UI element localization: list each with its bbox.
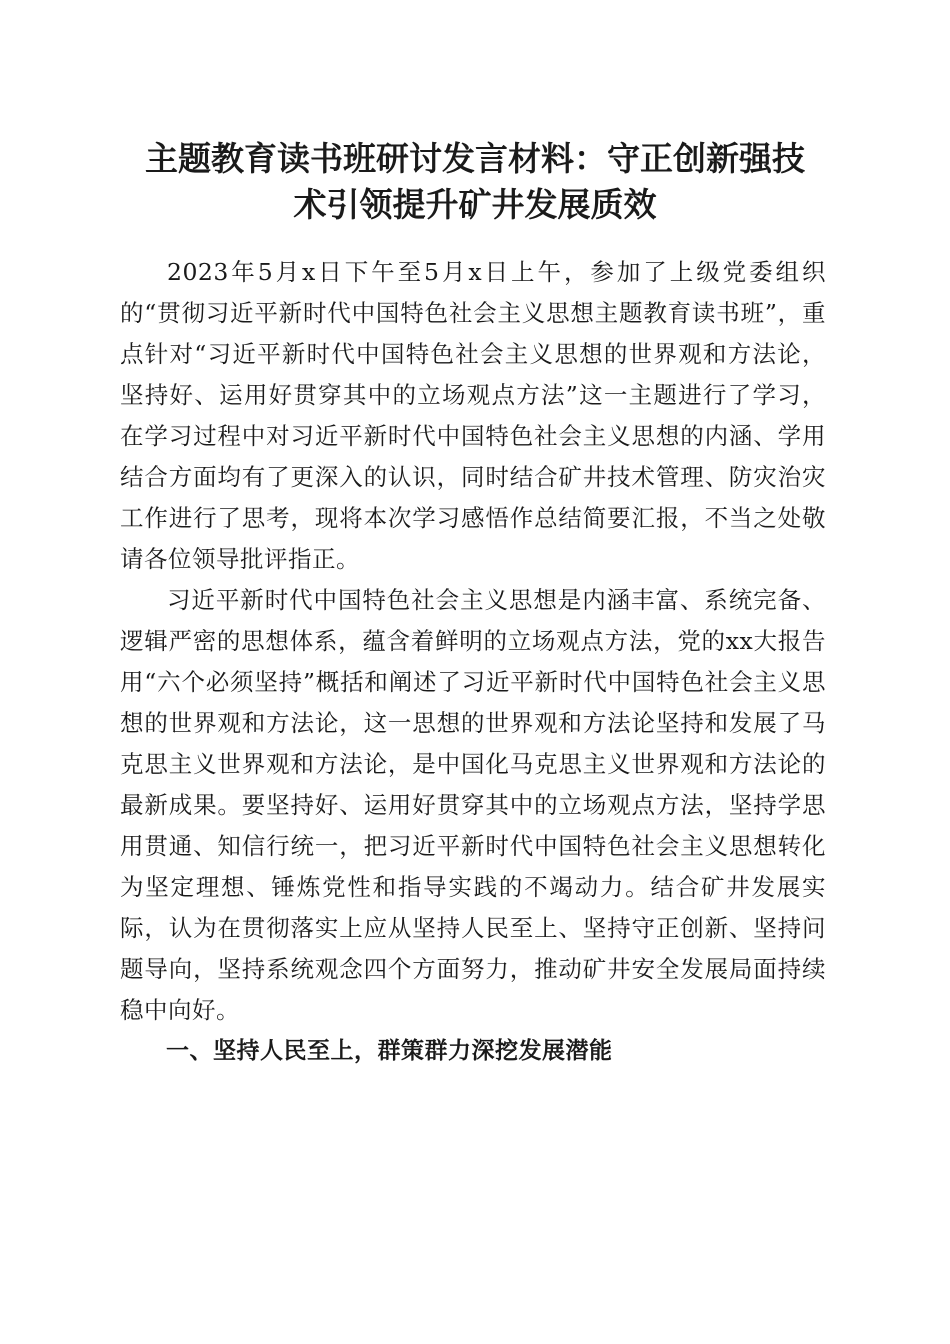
- paragraph-thought: 习近平新时代中国特色社会主义思想是内涵丰富、系统完备、逻辑严密的思想体系，蕴含着鲜明的立场观点方法，党的xx大报告用“六个必须坚持”概括和阐述了习近平新时代中国特色社会主义思想的世界观和方法论，这一思想的世界观和方法论坚持和发展了马克思主义世界观和方法论，是中国化马克思主义世界观和方法论的最新成果。要坚持好、运用好贯穿其中的立场观点方法，坚持学思用贯通、知信行统一，把习近平新时代中国特色社会主义思想转化为坚定理想、锤炼党性和指导实践的不竭动力。结合矿井发展实际，认为在贯彻落实上应从坚持人民至上、坚持守正创新、坚持问题导向，坚持系统观念四个方面努力，推动矿井安全发展局面持续稳中向好。: [120, 586, 826, 1024]
- document-body: [120, 252, 826, 1072]
- section-heading-1: 一、坚持人民至上，群策群力深挖发展潜能: [166, 1038, 613, 1064]
- title-line-2: 术引领提升矿井发展质效: [293, 185, 657, 224]
- paragraph-intro: 2023年5月x日下午至5月x日上午，参加了上级党委组织的“贯彻习近平新时代中国特色社会主义思想主题教育读书班”，重点针对“习近平新时代中国特色社会主义思想的世界观和方法论，坚持好、运用好贯穿其中的立场观点方法”这一主题进行了学习，在学习过程中对习近平新时代中国特色社会主义思想的内涵、学用结合方面均有了更深入的认识，同时结合矿井技术管理、防灾治灾工作进行了思考，现将本次学习感悟作总结简要汇报，不当之处敬请各位领导批评指正。: [120, 258, 826, 573]
- title-line-1: 主题教育读书班研讨发言材料：守正创新强技: [145, 139, 805, 178]
- document-title: [100, 136, 850, 228]
